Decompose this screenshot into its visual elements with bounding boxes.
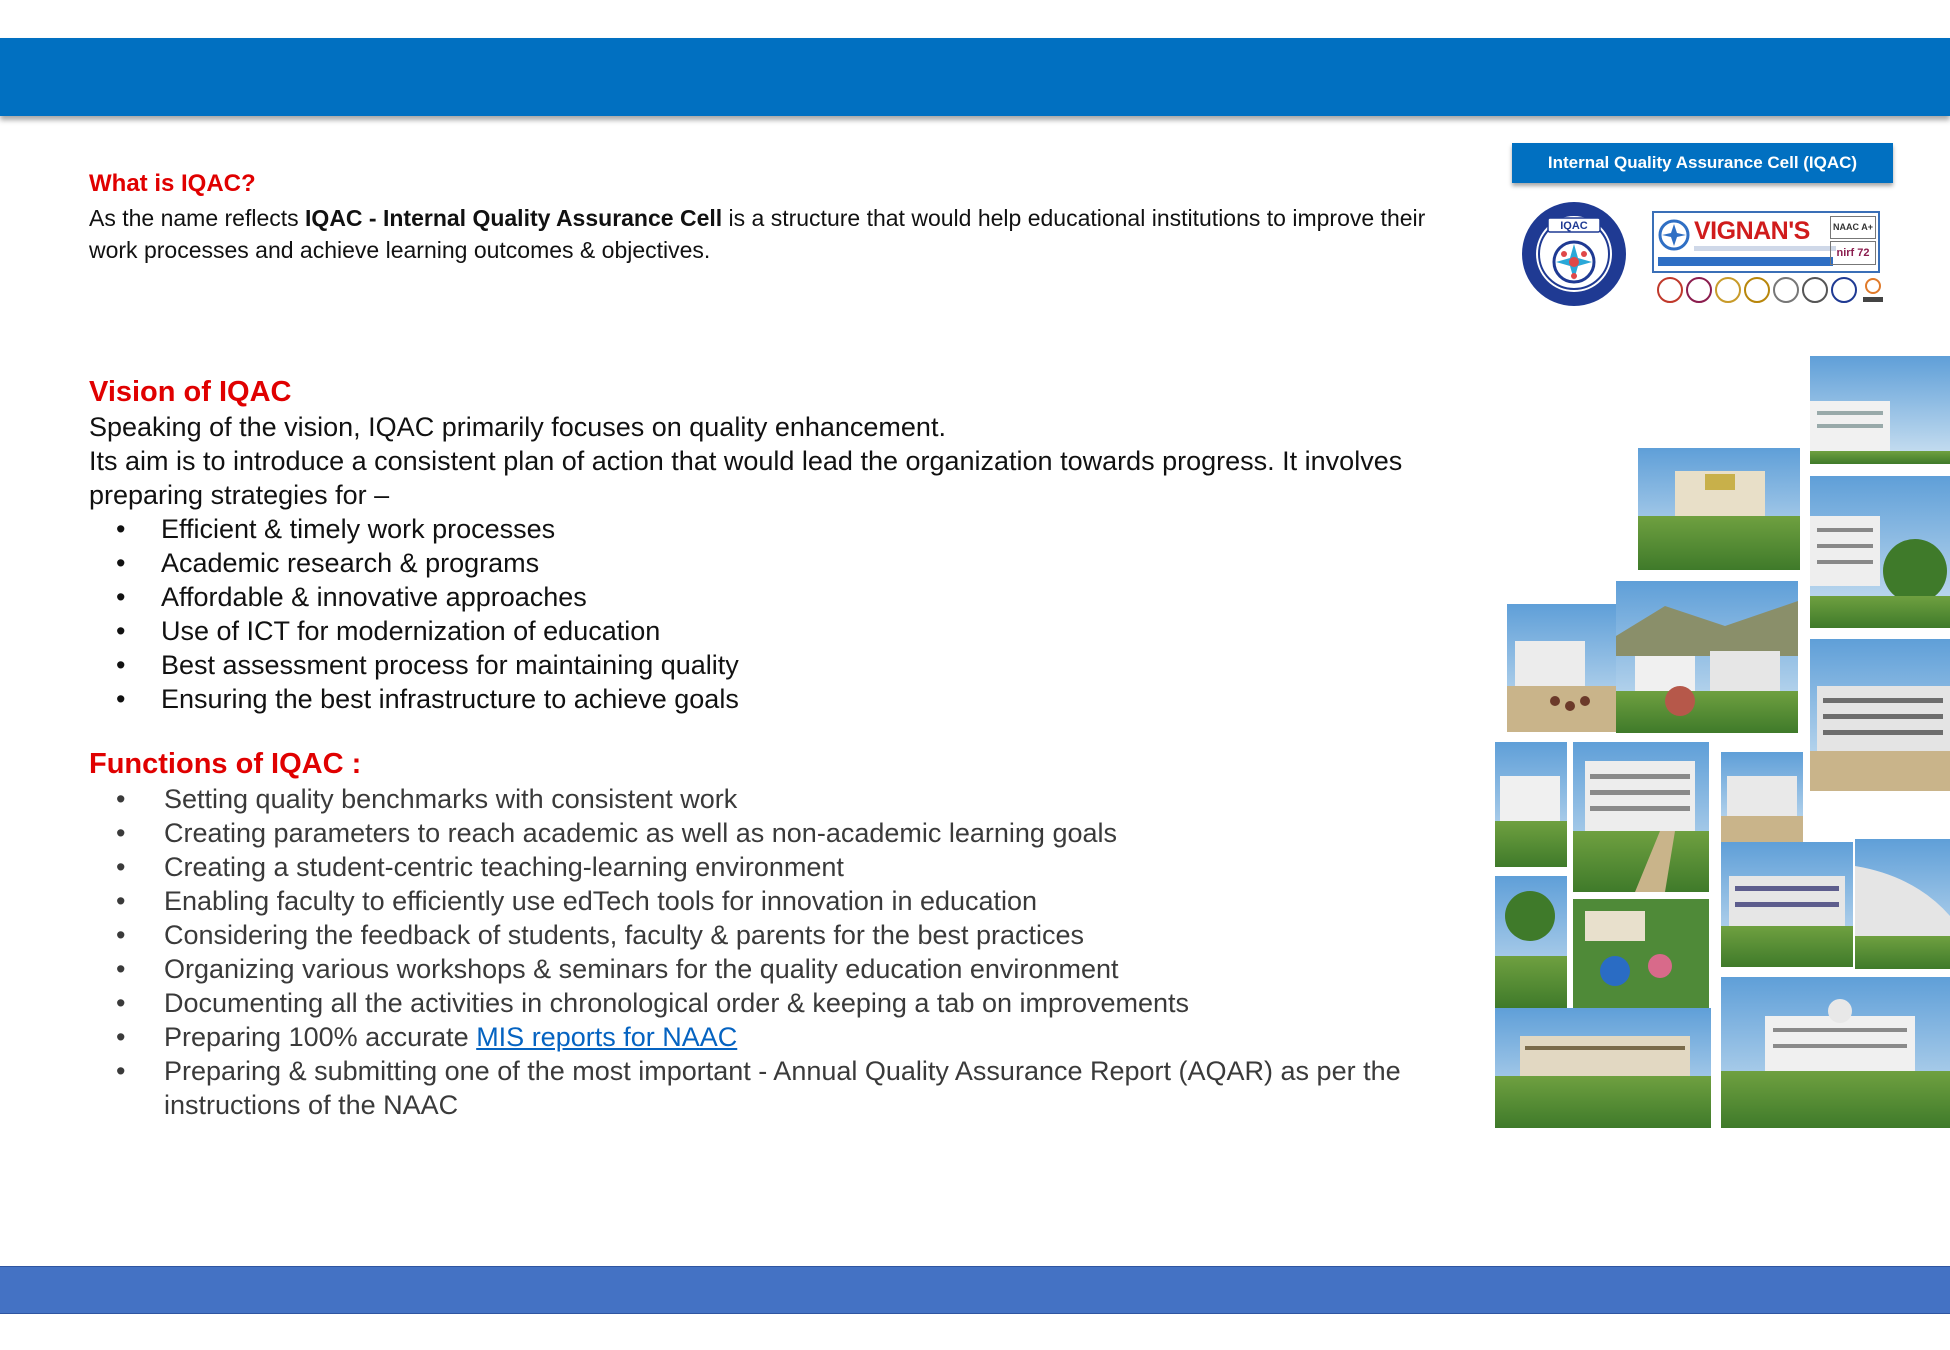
- top-header-bar: [0, 38, 1950, 116]
- campus-photo-collage: [1495, 356, 1950, 1128]
- campus-photo: [1721, 977, 1950, 1128]
- functions-list: [89, 782, 1489, 1122]
- vision-list-item: • Ensuring the best infrastructure to achieve goals: [89, 682, 1489, 716]
- vision-list-item: • Affordable & innovative approaches: [89, 580, 1489, 614]
- vignan-subtitle-line: [1694, 246, 1836, 251]
- mis-item-prefix: Preparing 100% accurate: [164, 1022, 477, 1052]
- what-is-iqac-section: [89, 170, 1469, 266]
- intro-text-start: As the name reflects: [89, 205, 306, 231]
- accreditation-badges: [1656, 275, 1886, 309]
- campus-photo: [1810, 639, 1950, 791]
- vision-heading: Vision of IQAC: [89, 376, 292, 408]
- intro-text-bold: IQAC - Internal Quality Assurance Cell: [305, 205, 723, 231]
- functions-section: [89, 746, 1489, 1122]
- functions-list-item: • Enabling faculty to efficiently use edTech tools for innovation in education: [89, 884, 1489, 918]
- what-is-iqac-paragraph: [89, 202, 1469, 266]
- campus-photo: [1810, 476, 1950, 628]
- mis-reports-link[interactable]: MIS reports for NAAC: [476, 1022, 738, 1052]
- nirf-badge: nirf 72: [1830, 241, 1876, 265]
- naac-badge: NAAC A+: [1830, 216, 1876, 239]
- vision-list-item: • Academic research & programs: [89, 546, 1489, 580]
- vignan-emblem-icon: [1658, 219, 1690, 251]
- functions-list-item: • Preparing & submitting one of the most important - Annual Quality Assurance Report (AQAR) as per the instructions of the NAAC: [89, 1054, 1489, 1122]
- vignan-logo: [1652, 211, 1880, 273]
- campus-photo: [1810, 356, 1950, 464]
- functions-list-item: • Organizing various workshops & seminars for the quality education environment: [89, 952, 1489, 986]
- iqac-seal-logo: [1520, 200, 1628, 308]
- functions-list-item: • Considering the feedback of students, faculty & parents for the best practices: [89, 918, 1489, 952]
- functions-list-item: • Setting quality benchmarks with consistent work: [89, 782, 1489, 816]
- vignan-tagline-bar: [1658, 257, 1833, 266]
- bottom-footer-bar: [0, 1266, 1950, 1314]
- vision-list-item: • Best assessment process for maintaining quality: [89, 648, 1489, 682]
- campus-photo: [1573, 742, 1709, 892]
- functions-list-item: • Creating a student-centric teaching-learning environment: [89, 850, 1489, 884]
- iqac-banner: Internal Quality Assurance Cell (IQAC): [1512, 143, 1893, 183]
- vignan-name: VIGNAN'S: [1694, 217, 1810, 245]
- campus-photo: [1721, 752, 1803, 842]
- campus-photo: [1573, 899, 1709, 1008]
- functions-list-item: • Documenting all the activities in chronological order & keeping a tab on improvements: [89, 986, 1489, 1020]
- vision-line-1: Speaking of the vision, IQAC primarily focuses on quality enhancement.: [89, 412, 946, 442]
- vision-list-item: • Use of ICT for modernization of education: [89, 614, 1489, 648]
- what-is-iqac-heading: What is IQAC?: [89, 170, 256, 197]
- campus-photo: [1495, 1008, 1711, 1128]
- functions-list-item: • Creating parameters to reach academic as well as non-academic learning goals: [89, 816, 1489, 850]
- functions-list-item: [89, 1020, 1489, 1054]
- vision-line-2: Its aim is to introduce a consistent plan of action that would lead the organization towards progress. It involves preparing strategies for –: [89, 446, 1403, 510]
- campus-photo: [1616, 581, 1798, 733]
- campus-photo: [1495, 742, 1567, 867]
- campus-photo: [1495, 876, 1567, 1008]
- campus-photo: [1638, 448, 1800, 570]
- intro-text-end: is a structure that would help educational institutions to improve their work processes and achieve learning outcomes & objectives.: [89, 205, 1426, 263]
- functions-heading: Functions of IQAC :: [89, 748, 362, 780]
- campus-photo: [1855, 839, 1950, 969]
- vision-section: [89, 374, 1489, 716]
- vision-list: [89, 512, 1489, 716]
- seal-text: IQAC: [1560, 220, 1588, 232]
- campus-photo: [1721, 842, 1853, 967]
- vision-list-item: • Efficient & timely work processes: [89, 512, 1489, 546]
